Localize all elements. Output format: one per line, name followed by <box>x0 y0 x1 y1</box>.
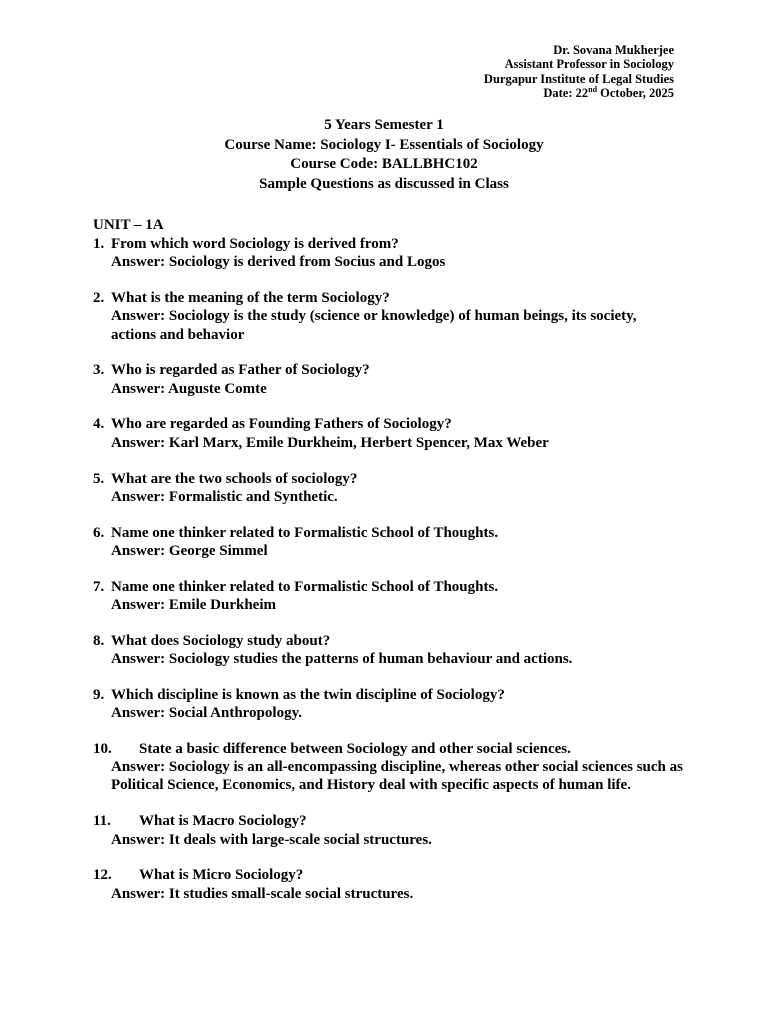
question-item <box>93 524 683 560</box>
question-text: Name one thinker related to Formalistic School of Thoughts. <box>111 578 499 595</box>
answer-text: Answer: It studies small-scale social structures. <box>111 885 414 902</box>
course-name: Course Name: Sociology I- Essentials of Sociology <box>224 136 544 153</box>
answer-text: Answer: Formalistic and Synthetic. <box>111 488 338 505</box>
question-item <box>93 686 683 722</box>
question-item <box>93 812 683 848</box>
question-item <box>93 235 683 271</box>
question-text: What is Macro Sociology? <box>139 813 307 830</box>
question-number: 3. <box>93 362 105 379</box>
answer-text: Answer: Sociology is an all-encompassing discipline, whereas other social sciences such as Political Science, Economics, and History deal with specific aspects of human life. <box>111 759 683 794</box>
question-text: What is the meaning of the term Sociology? <box>111 290 390 307</box>
question-item <box>93 740 683 795</box>
author-designation: Assistant Professor in Sociology <box>504 57 674 72</box>
answer-text: Answer: Auguste Comte <box>111 380 267 397</box>
author-name: Dr. Sovana Mukherjee <box>553 43 674 57</box>
answer-text: Answer: Social Anthropology. <box>111 705 302 722</box>
question-text: What are the two schools of sociology? <box>111 470 358 487</box>
document-date <box>484 86 674 100</box>
answer-text: Answer: Sociology is derived from Socius and Logos <box>111 254 446 271</box>
question-number: 6. <box>93 524 105 541</box>
unit-heading: UNIT – 1A <box>93 217 164 233</box>
question-text: What is Micro Sociology? <box>139 867 304 884</box>
course-code: Course Code: BALLBHC102 <box>290 156 478 172</box>
question-number: 5. <box>93 470 105 487</box>
question-number: 12. <box>93 867 112 884</box>
question-number: 10. <box>93 741 112 758</box>
author-institute: Durgapur Institute of Legal Studies <box>483 71 674 86</box>
question-text: Name one thinker related to Formalistic School of Thoughts. <box>111 524 499 541</box>
question-number: 7. <box>93 578 105 595</box>
question-item <box>93 289 683 344</box>
question-item <box>93 361 683 397</box>
date-prefix: Date: 22 <box>543 85 589 100</box>
semester-line: 5 Years Semester 1 <box>324 117 444 133</box>
question-text: State a basic difference between Sociology and other social sciences. <box>139 741 571 758</box>
question-item <box>93 578 683 614</box>
answer-text: Answer: Sociology studies the patterns of human behaviour and actions. <box>111 651 573 668</box>
question-number: 8. <box>93 632 105 649</box>
answer-text: Answer: Karl Marx, Emile Durkheim, Herbert Spencer, Max Weber <box>111 434 549 451</box>
question-text: What does Sociology study about? <box>111 632 331 649</box>
question-text: Who is regarded as Father of Sociology? <box>111 362 370 379</box>
question-text: Who are regarded as Founding Fathers of Sociology? <box>111 416 452 433</box>
question-item <box>93 632 683 668</box>
answer-text: Answer: It deals with large-scale social structures. <box>111 831 432 848</box>
question-item <box>93 866 683 902</box>
question-text: Which discipline is known as the twin discipline of Sociology? <box>111 686 505 703</box>
course-header <box>0 116 768 194</box>
question-number: 2. <box>93 290 105 307</box>
author-block <box>484 43 674 100</box>
date-superscript: nd <box>588 84 598 94</box>
question-list <box>93 235 683 921</box>
question-number: 4. <box>93 416 105 433</box>
question-number: 11. <box>93 813 111 830</box>
question-number: 1. <box>93 236 105 252</box>
date-suffix: October, 2025 <box>597 85 674 100</box>
answer-text: Answer: George Simmel <box>111 542 268 559</box>
question-number: 9. <box>93 686 105 703</box>
question-item <box>93 415 683 451</box>
answer-text: Answer: Sociology is the study (science or knowledge) of human beings, its society, actions and behavior <box>111 308 637 343</box>
answer-text: Answer: Emile Durkheim <box>111 596 276 613</box>
question-text: From which word Sociology is derived from? <box>111 236 399 252</box>
document-subtitle: Sample Questions as discussed in Class <box>259 175 509 192</box>
question-item <box>93 470 683 506</box>
